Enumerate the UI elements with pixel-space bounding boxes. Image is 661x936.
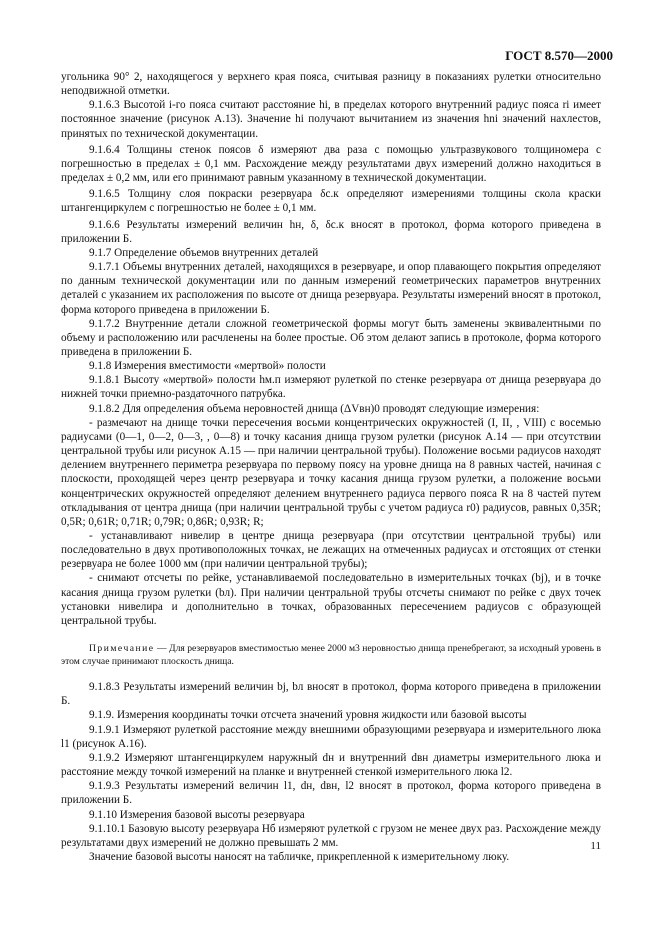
paragraph-9-1-6-5: 9.1.6.5 Толщину слоя покраски резервуара δс.к определяют измерениями толщины скола краски штангенциркулем с погрешностью не более ± 0,1 мм. <box>61 188 601 215</box>
paragraph-9-1-8-3: 9.1.8.3 Результаты измерений величин bj, bл вносят в протокол, форма которого приведена в приложении Б. <box>61 681 601 708</box>
page-number: 11 <box>590 840 601 852</box>
paragraph-9-1-9-2: 9.1.9.2 Измеряют штангенциркулем наружный dн и внутренний dвн диаметры измерительного люка и расстояние между точкой измерений на планке и внутренней стенкой измерительного люка l2. <box>61 751 601 779</box>
paragraph-9-1-6-6: 9.1.6.6 Результаты измерений величин hн, δ, δс.к вносят в протокол, форма которого приведена в приложении Б. <box>61 218 601 245</box>
heading-9-1-9: 9.1.9. Измерения координаты точки отсчета значений уровня жидкости или базовой высоты <box>89 709 527 722</box>
note-text: — Для резервуаров вместимостью менее 2000 м3 неровностью днища пренебрегают, за исходный уровень в этом случае принимают плоскость днища. <box>61 643 601 668</box>
paragraph-9-1-8-2: 9.1.8.2 Для определения объема неровностей днища (ΔVвн)0 проводят следующие измерения: <box>89 402 540 415</box>
paragraph-intro-continuation: угольника 90° 2, находящегося у верхнего края пояса, считывая разницу в показаниях рулетки относительно неподвижной отметки. <box>61 71 601 98</box>
note-label: Примечание <box>89 643 155 655</box>
paragraph-base-height-label: Значение базовой высоты наносят на табличке, прикрепленной к измерительному люку. <box>89 850 510 863</box>
paragraph-9-1-6-4: 9.1.6.4 Толщины стенок поясов δ измеряют два раза с помощью ультразвукового толщиномера с погрешностью в пределах ± 0,1 мм. Расхождение между результатами двух измерений должно находиться в пределах ± 0,2 мм, или его принимают равным указанному в технической документации. <box>61 143 601 185</box>
heading-9-1-10: 9.1.10 Измерения базовой высоты резервуара <box>89 808 305 821</box>
paragraph-9-1-7-1: 9.1.7.1 Объемы внутренних деталей, находящихся в резервуаре, и опор плавающего покрытия определяют по данным технической документации или по данным измерений геометрических параметров внутренних деталей с указанием их расположения по высоте от днища резервуара. Результаты измерений вносят в протокол, форма которого приведена в приложении Б. <box>61 261 601 316</box>
note-block <box>61 642 601 668</box>
paragraph-9-1-8-1: 9.1.8.1 Высоту «мертвой» полости hм.п измеряют рулеткой по стенке резервуара от днища резервуара до нижней точки приемно-раздаточного патрубка. <box>61 374 601 401</box>
list-item-marking: - размечают на днище точки пересечения восьми концентрических окружностей (I, II, , VIII) с восемью радиусами (0—1, 0—2, 0—3, , 0—8) и точку касания днища грузом рулетки (рисунок А.14 — при отсутствии центральной трубы или рисунок А.15 — при наличии центральной трубы). Положение восьми радиусов находят делением внутреннего периметра резервуара по первому поясу на уровне днища на 8 равных частей, начиная с плоскости, проходящей через центр резервуара и точку касания днища грузом рулетки, а положение восьми концентрических окружностей определяют делением внутреннего радиуса первого пояса R на 8 частей путем откладывания от центра днища (при наличии центральной трубы с учетом радиуса r0) радиусов, равных 0,35R; 0,5R; 0,61R; 0,71R; 0,79R; 0,86R; 0,93R; R; <box>61 416 601 528</box>
heading-9-1-8: 9.1.8 Измерения вместимости «мертвой» полости <box>89 360 326 373</box>
paragraph-9-1-7-2: 9.1.7.2 Внутренние детали сложной геометрической формы могут быть заменены эквивалентными по объему и расположению или расчленены на более простые. Об этом делают запись в протоколе, форма которого приведена в приложении Б. <box>61 317 601 358</box>
paragraph-9-1-9-1: 9.1.9.1 Измеряют рулеткой расстояние между внешними образующими резервуара и измерительного люка l1 (рисунок А.16). <box>61 723 601 750</box>
list-item-level-setup: - устанавливают нивелир в центре днища резервуара (при отсутствии центральной трубы) или последовательно в двух противоположных точках, не лежащих на отмеченных радиусах и отстоящих от стенки резервуара не более 1000 мм (при наличии центральной трубы); <box>61 530 601 571</box>
heading-9-1-7: 9.1.7 Определение объемов внутренних деталей <box>89 246 319 259</box>
document-body <box>61 70 601 864</box>
paragraph-9-1-10-1: 9.1.10.1 Базовую высоту резервуара Hб измеряют рулеткой с грузом не менее двух раз. Расхождение между результатами двух измерений не должно превышать 2 мм. <box>61 822 601 849</box>
standard-header: ГОСТ 8.570—2000 <box>505 48 613 63</box>
paragraph-9-1-6-3: 9.1.6.3 Высотой i-го пояса считают расстояние hi, в пределах которого внутренний радиус пояса ri имеет постоянное значение (рисунок А.13). Значение hi получают вычитанием из значения hni значений нахлестов, принятых по технической документации. <box>61 99 601 140</box>
paragraph-9-1-9-3: 9.1.9.3 Результаты измерений величин l1, dн, dвн, l2 вносят в протокол, форма которого приведена в приложении Б. <box>61 780 601 807</box>
list-item-readings: - снимают отсчеты по рейке, устанавливаемой последовательно в измерительных точках (bj), и в точке касания днища грузом рулетки (bл). При наличии центральной трубы отсчеты снимают по рейке с двух точек установки нивелира и дополнительно в точках, образованных пересечением радиусов с образующей центральной трубы. <box>61 572 601 627</box>
